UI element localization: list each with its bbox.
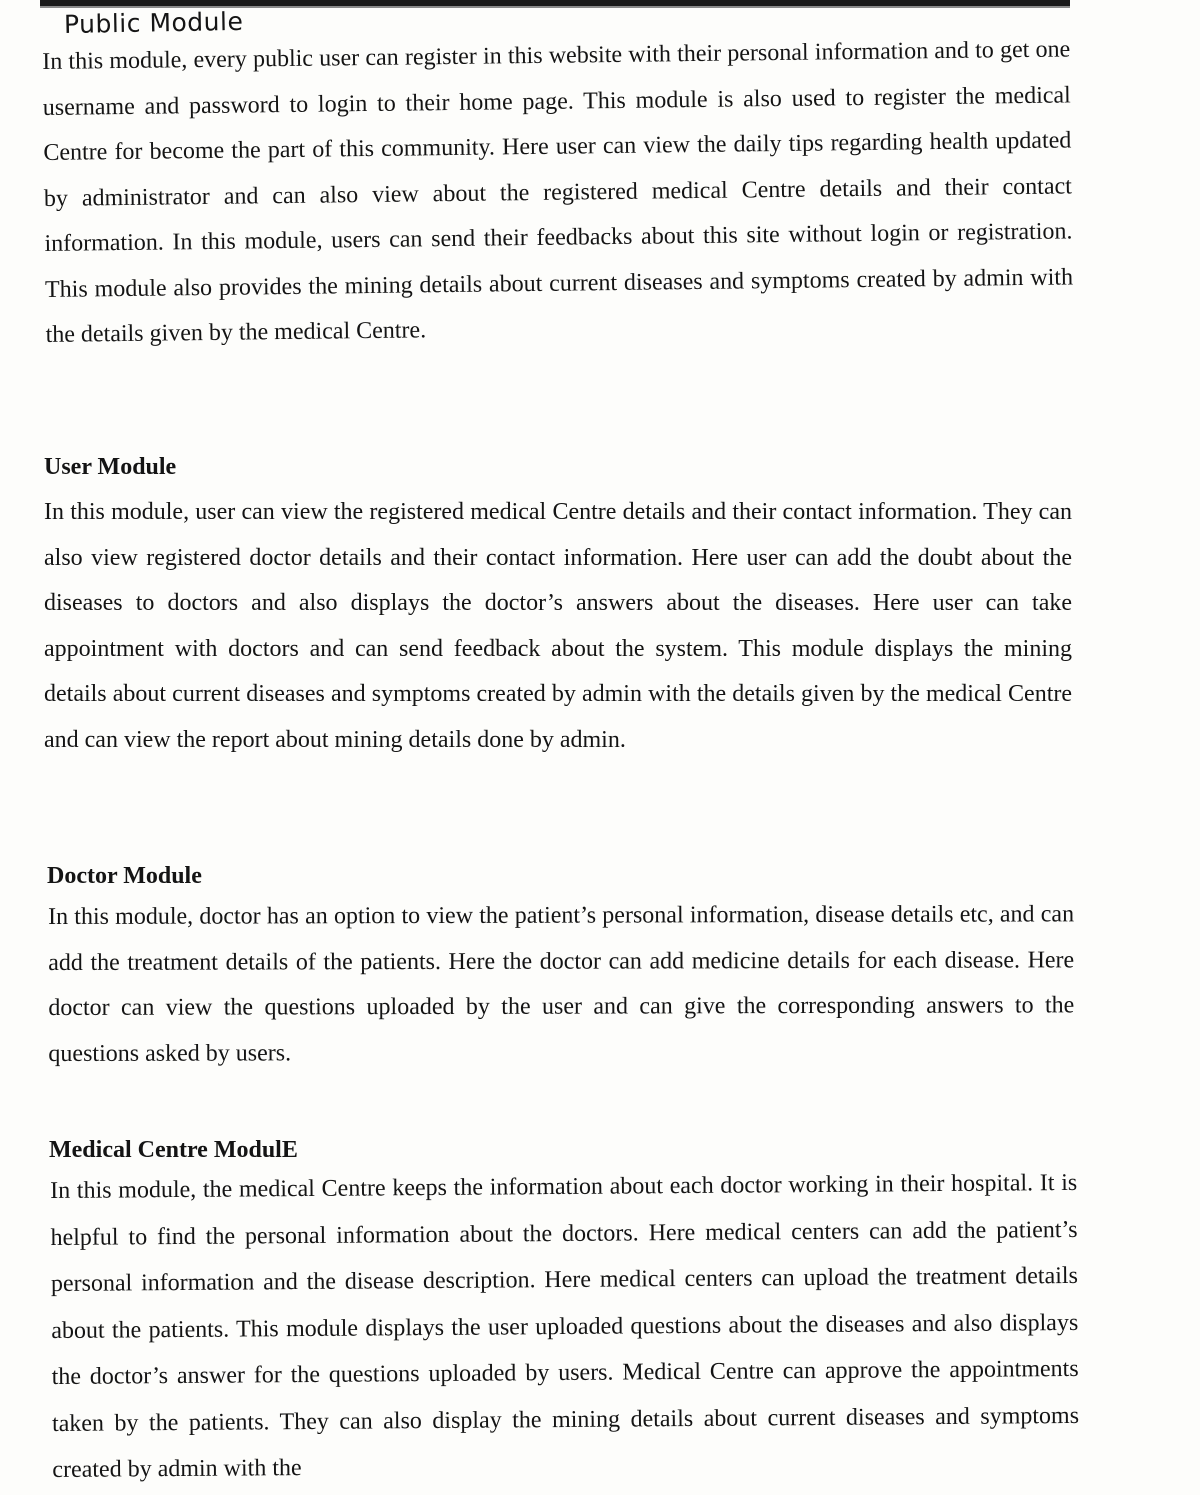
public-module-heading: Public Module (63, 6, 244, 39)
medical-centre-module-paragraph: In this module, the medical Centre keeps the information about each doctor working in their hospital. It is helpful to find the personal information about the doctors. Here medical centers can add the patient’s personal information and the disease description. Here medical centers can upload the treatment details about the patients. This module displays the user uploaded questions about the diseases and also displays the doctor’s answer for the questions uploaded by users. Medical Centre can approve the appointments taken by the patients. They can also display the mining details about current diseases and symptoms created by admin with the (50, 1169, 1080, 1483)
medical-centre-module-heading: Medical Centre ModulE (49, 1137, 298, 1163)
doctor-module-heading: Doctor Module (47, 863, 202, 889)
user-module-paragraph: In this module, user can view the registered medical Centre details and their contact information. They can also view registered doctor details and their contact information. Here user can add the doubt about the diseases to doctors and also displays the doctor’s answers about the diseases. Here user can take appointment with doctors and can send feedback about the system. This module displays the mining details about current diseases and symptoms created by admin with the details given by the medical Centre and can view the report about mining details done by admin. (44, 499, 1072, 753)
public-module-paragraph: In this module, every public user can register in this website with their personal information and to get one username and password to login to their home page. This module is also used to register the medical Centre for become the part of this community. Here user can view the daily tips regarding health updated by administrator and can also view about the registered medical Centre details and their contact information. In this module, users can send their feedbacks about this site without login or registration. This module also provides the mining details about current diseases and symptoms created by admin with the details given by the medical Centre. (42, 36, 1074, 348)
doctor-module-paragraph: In this module, doctor has an option to view the patient’s personal information, disease details etc, and can add the treatment details of the patients. Here the doctor can add medicine details for each disease. Here doctor can view the questions uploaded by the user and can give the corresponding answers to the questions asked by users. (48, 901, 1075, 1067)
user-module-heading: User Module (44, 454, 177, 480)
